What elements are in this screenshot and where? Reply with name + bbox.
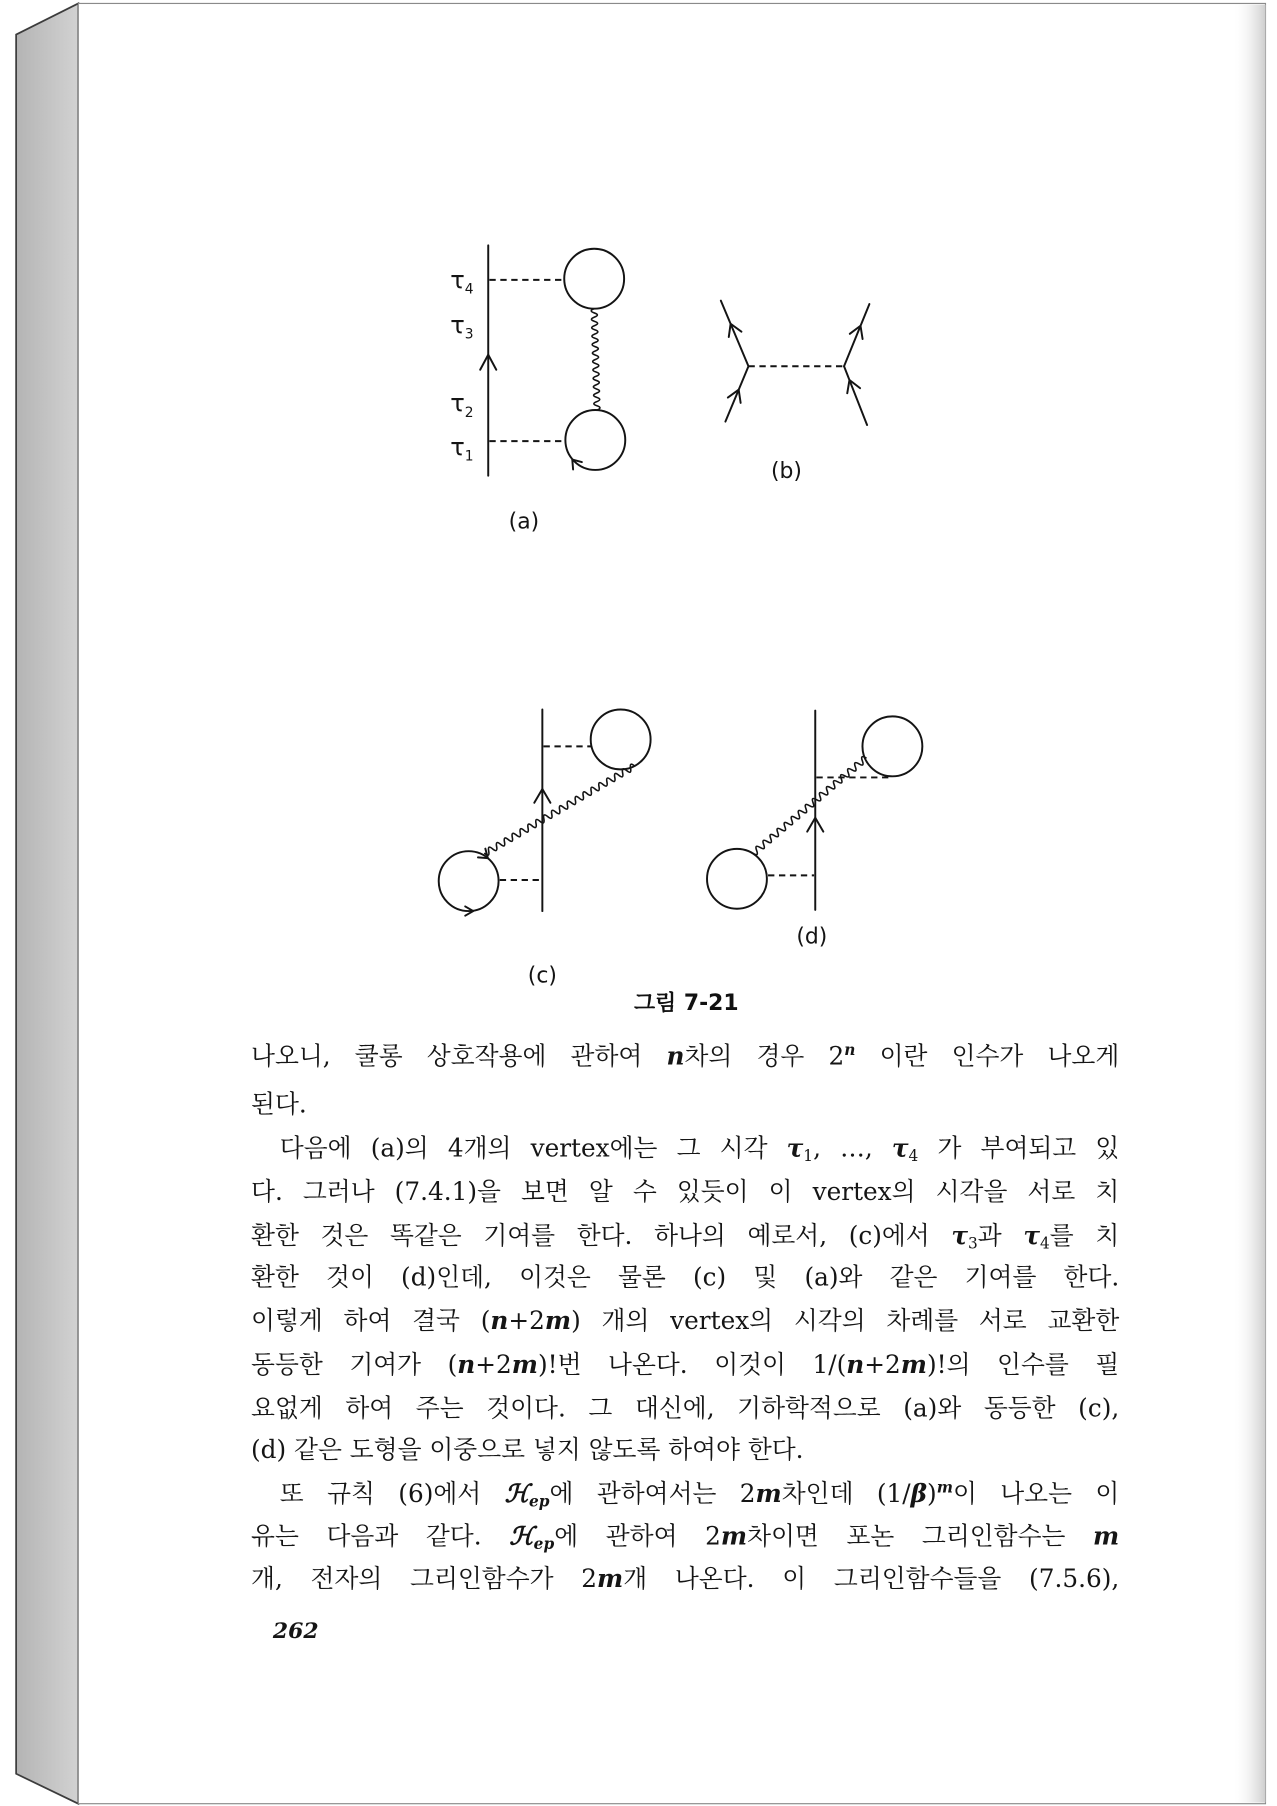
body-line-3: [251, 1128, 1119, 1172]
text-run: 차이면 포논 그리인함수는: [747, 1522, 1094, 1552]
text-run: )!의 인수를 필: [926, 1351, 1120, 1380]
text-run: 또 규칙 (6)에서: [279, 1480, 505, 1509]
text-run: 이 나오는 이: [952, 1480, 1120, 1509]
text-run: 이란 인수가 나오게: [855, 1042, 1120, 1072]
tau-index: 3: [464, 326, 474, 343]
panel-label-d: (d): [796, 924, 828, 950]
page-edge-shadow: [1232, 5, 1265, 1803]
body-line-5: [251, 1215, 1119, 1259]
tau-symbol: τ: [450, 310, 465, 339]
math-variable: τ: [1023, 1222, 1041, 1251]
hamiltonian-symbol: ℋ: [504, 1480, 530, 1509]
figure-caption: 그림 7-21: [633, 991, 739, 1017]
math-variable: n: [457, 1351, 476, 1380]
text-run: 다. 그러나 (7.4.1)을 보면 알 수 있듯이 이 vertex의 시각을 서로 치: [251, 1178, 1120, 1208]
text-run: 동등한 기여가 (: [251, 1351, 458, 1380]
text-run: 를 치: [1049, 1222, 1120, 1251]
math-variable: τ: [891, 1134, 909, 1164]
text-run: 차인데 (1/: [781, 1480, 911, 1509]
body-line-9: [251, 1388, 1119, 1432]
text-run: ) 개의 vertex의 시각의 차례를 서로 교환한: [571, 1307, 1120, 1337]
body-line-8: [251, 1344, 1119, 1388]
math-variable: τ: [951, 1222, 969, 1251]
body-line-6: [251, 1257, 1119, 1301]
text-run: +2: [475, 1351, 512, 1380]
text-run: 나오니, 쿨롱 상호작용에 관하여: [251, 1042, 667, 1072]
body-line-13: [251, 1558, 1119, 1602]
math-subscript: 1: [803, 1148, 814, 1166]
body-text: [251, 0, 1119, 1806]
text-run: 개 나온다. 이 그리인함수들을 (7.5.6),: [623, 1565, 1120, 1595]
tau-symbol: τ: [450, 265, 465, 294]
math-variable: m: [511, 1351, 538, 1380]
text-run: 된다.: [251, 1090, 307, 1120]
panel-label-c: (c): [527, 963, 557, 989]
text-run: (d) 같은 도형을 이중으로 넣지 않도록 하여야 한다.: [251, 1436, 804, 1466]
text-run: 환한 것이 (d)인데, 이것은 물론 (c) 및 (a)와 같은 기여를 한다.: [251, 1263, 1120, 1293]
tau-symbol: τ: [450, 389, 465, 418]
text-run: +2: [864, 1351, 901, 1380]
math-superscript: m: [936, 1478, 953, 1498]
body-line-7: [251, 1300, 1119, 1344]
math-variable: m: [900, 1351, 927, 1380]
book-spine: [16, 3, 78, 1803]
body-line-1: [251, 1035, 1119, 1079]
text-run: 유는 다음과 같다.: [251, 1522, 510, 1552]
body-line-12: [251, 1516, 1119, 1560]
text-run: 이렇게 하여 결국 (: [251, 1307, 491, 1337]
body-line-11: [251, 1473, 1119, 1517]
math-variable: n: [490, 1307, 509, 1337]
tau-index: 4: [464, 281, 474, 298]
math-variable: m: [755, 1480, 782, 1509]
math-subscript: 4: [908, 1148, 919, 1166]
text-run: 차의 경우 2: [684, 1042, 845, 1072]
panel-label-a: (a): [508, 509, 540, 535]
text-run: 에 관하여서는 2: [549, 1480, 756, 1509]
math-subscript: 4: [1040, 1235, 1050, 1254]
math-subscript: ep: [529, 1492, 550, 1512]
math-superscript: n: [844, 1041, 856, 1060]
body-line-10: [251, 1429, 1119, 1473]
body-line-4: [251, 1171, 1119, 1215]
math-variable: m: [720, 1522, 748, 1552]
tau-index: 1: [464, 448, 474, 465]
text-run: 다음에 (a)의 4개의 vertex에는 그 시각: [279, 1134, 787, 1164]
panel-label-b: (b): [770, 458, 802, 484]
math-variable: β: [910, 1480, 928, 1509]
text-run: 가 부여되고 있: [918, 1134, 1120, 1164]
text-run: 과: [977, 1222, 1024, 1251]
text-run: 환한 것은 똑같은 기여를 한다. 하나의 예로서, (c)에서: [251, 1222, 952, 1251]
math-subscript: 3: [968, 1235, 978, 1254]
math-variable: τ: [786, 1134, 804, 1164]
math-variable: m: [544, 1307, 572, 1337]
math-variable: m: [597, 1565, 624, 1595]
text-run: 개, 전자의 그리인함수가 2: [251, 1565, 598, 1595]
text-run: 에 관하여 2: [554, 1522, 721, 1552]
math-variable: n: [666, 1042, 685, 1072]
text-run: 요없게 하여 주는 것이다. 그 대신에, 기하학적으로 (a)와 동등한 (c),: [251, 1394, 1120, 1424]
tau-index: 2: [464, 404, 474, 421]
math-variable: n: [846, 1351, 865, 1380]
math-variable: m: [1093, 1522, 1120, 1552]
text-run: ): [927, 1480, 937, 1509]
hamiltonian-symbol: ℋ: [509, 1522, 534, 1552]
text-run: , …,: [813, 1134, 892, 1164]
text-run: )!번 나온다. 이것이 1/(: [537, 1351, 847, 1380]
math-subscript: ep: [533, 1535, 555, 1554]
tau-symbol: τ: [450, 432, 465, 461]
page-number: 262: [272, 1618, 319, 1644]
body-line-2: [251, 1084, 1119, 1128]
text-run: +2: [508, 1307, 545, 1337]
